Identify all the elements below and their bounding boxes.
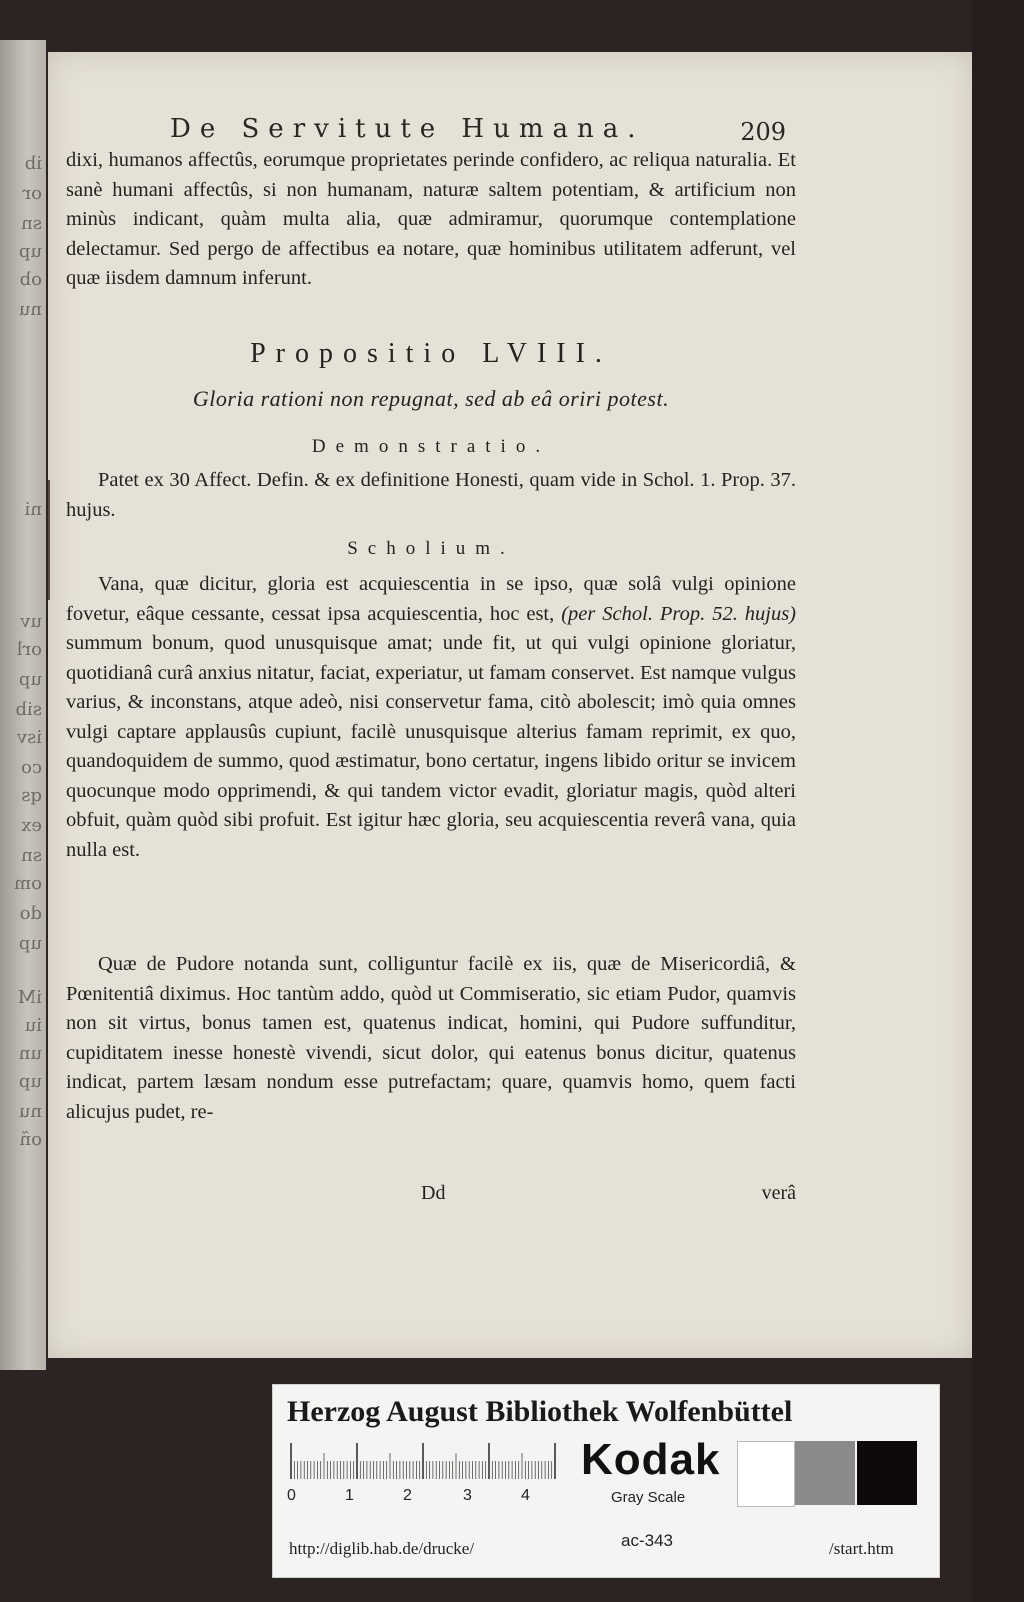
left-page-fragment: sn	[21, 845, 42, 866]
scholium-paragraph-1	[66, 570, 796, 865]
left-page-fragment: ex	[21, 815, 42, 836]
scholium-p1-after: summum bonum, quod unusquisque amat; unde fit, ut qui vulgi opinione gloriatur, quotidianâ curâ anxius nitatur, faciat, experiatur, ut famam conservet. Est namque vulgus varius, & inconstans, atque adeò, nisi conservetur fama, citò abolescit; imò quia omnes vulgi captare applausûs cupiunt, facilè unusquisque alterius famam reprimit, ex quo, quandoquidem de summo, quod æstimatur, bono certatur, ingens libido oritur se invicem quocunque modo opprimendi, & qui tandem victor evadit, gloriatur magis, quòd alteri obfuit, quàm quòd sibi profuit. Est igitur hæc gloria, seu acquiescentia reverâ vana, quia nulla est.	[66, 632, 796, 861]
scholium-heading: Scholium.	[347, 538, 515, 559]
signature-mark: Dd	[421, 1182, 446, 1204]
proposition-statement: Gloria rationi non repugnat, sed ab eâ oriri potest.	[192, 386, 670, 411]
left-page-fragment: do	[19, 903, 42, 924]
margin-line	[48, 480, 50, 600]
scholium-paragraph-2	[66, 950, 796, 1127]
scholium-p1-before: Vana, quæ dicitur, gloria est acquiescentia in se ipso, quæ solâ vulgi opinione fovetur, eâque cessante, cessat ipsa acquiescentia, hoc est,	[66, 573, 796, 625]
left-page-fragment: ob	[19, 269, 42, 290]
ruler-number: 0	[287, 1487, 296, 1504]
catchword: verâ	[761, 1182, 796, 1204]
left-page-fragment: isv	[16, 727, 42, 748]
left-page-fragment: up	[18, 933, 42, 954]
page-footer-line	[66, 1182, 796, 1212]
left-page-fragment: un	[18, 1043, 42, 1064]
ruler-scale	[287, 1441, 557, 1481]
ruler-number: 3	[463, 1487, 472, 1504]
demonstration-text: Patet ex 30 Affect. Defin. & ex definitione Honesti, quam vide in Schol. 1. Prop. 37. hujus.	[66, 469, 796, 521]
left-page-fragment: orl	[16, 639, 42, 660]
demonstration-heading: Demonstratio.	[311, 436, 551, 457]
left-page-fragment: up	[18, 241, 42, 262]
book-page	[48, 52, 972, 1358]
left-page-fragment: up	[18, 669, 42, 690]
color-target-card	[272, 1384, 940, 1578]
left-page-fragment: om	[14, 873, 42, 894]
left-page-fragment: sn	[21, 213, 42, 234]
library-name: Herzog August Bibliothek Wolfenbüttel	[287, 1395, 793, 1428]
ruler-number: 4	[521, 1487, 530, 1504]
left-page-fragment: iu	[24, 1015, 42, 1036]
gray-swatch	[795, 1441, 855, 1505]
scholium-p1-citation: (per Schol. Prop. 52. hujus)	[561, 602, 796, 625]
left-page-fragment: ib	[24, 153, 42, 174]
left-page-fragment: sib	[15, 699, 42, 720]
kodak-logo: Kodak	[581, 1435, 721, 1484]
gray-scale-label: Gray Scale	[611, 1489, 686, 1506]
proposition-heading: Propositio LVIII.	[250, 338, 612, 369]
scholium-p2: Quæ de Pudore notanda sunt, colliguntur facilè ex iis, quæ de Misericordiâ, & Pœnitentiâ diximus. Hoc tantùm addo, quòd ut Commiseratio, sic etiam Pudor, quamvis non sit virtus, bonus tamen est, quatenus indicat, homini, qui Pudore suffunditur, cupiditatem inesse honestè vivendi, sicut dolor, qui eatenus bonus dicitur, quatenus indicat, partem læsam nondum esse putrefactam; quare, quamvis homo, quem facti alicujus pudet, re-	[66, 953, 796, 1123]
left-page-fragment: nu	[18, 1101, 42, 1122]
left-page-fragment: ni	[24, 499, 42, 520]
opening-paragraph-text: dixi, humanos affectûs, eorumque proprietates perinde confidero, ac reliqua naturalia. Et sanè humani affectûs, si non humanam, naturæ saltem potentiam, & artificium non minùs indicant, quàm multa alia, quæ admiramur, quorumque contemplatione delectamur. Sed pergo de affectibus ea notare, quæ hominibus utilitatem adferunt, vel quæ iisdem damnum inferunt.	[66, 149, 796, 289]
left-page-fragment: oñ	[19, 1129, 42, 1150]
shelfmark-label: ac-343	[621, 1531, 673, 1550]
scholium-p1	[66, 570, 796, 865]
opening-paragraph	[66, 146, 796, 294]
black-swatch	[857, 1441, 917, 1505]
demonstration-paragraph	[66, 466, 796, 525]
running-head: De Servitute Humana.	[170, 114, 645, 144]
left-page-fragment: or	[22, 183, 42, 204]
left-page-fragment: up	[18, 1071, 42, 1092]
left-page-fragment: qs	[21, 785, 42, 806]
ruler-number: 1	[345, 1487, 354, 1504]
start-label: /start.htm	[829, 1539, 894, 1558]
left-page-fragment: uv	[20, 611, 42, 632]
left-page-fragment: nu	[18, 299, 42, 320]
background-right	[972, 0, 1024, 1602]
url-label: http://diglib.hab.de/drucke/	[289, 1539, 475, 1558]
left-page-fragment: co	[21, 757, 42, 778]
page-number: 209	[740, 118, 786, 146]
ruler-number: 2	[403, 1487, 412, 1504]
left-page-fragment: iM	[17, 987, 42, 1008]
white-swatch	[737, 1441, 795, 1507]
